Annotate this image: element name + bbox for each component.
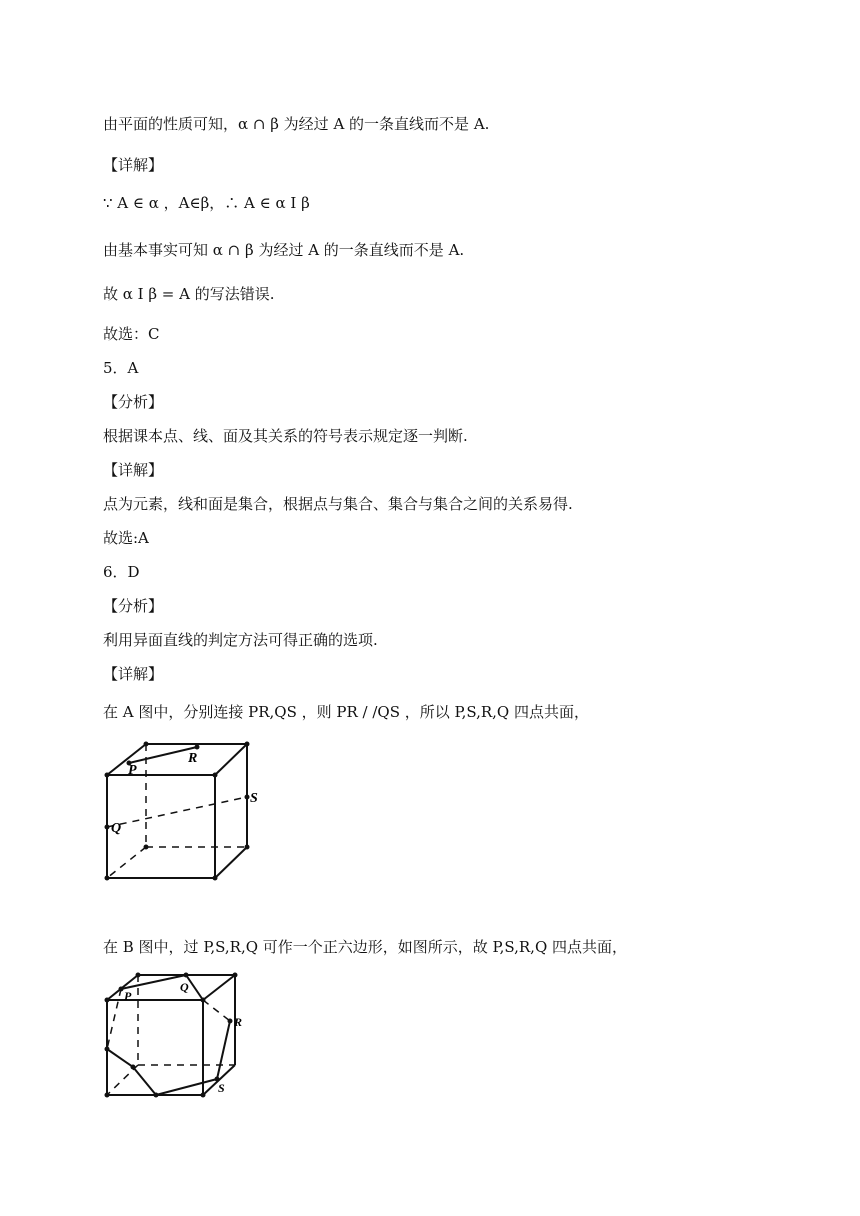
label-p: P (124, 989, 132, 1003)
label-r: R (234, 1015, 243, 1029)
section-xiangjie-6: 【详解】 (103, 665, 164, 683)
line-9: 根据课本点、线、面及其关系的符号表示规定逐一判断. (103, 427, 468, 445)
section-fenxi-5: 【分析】 (103, 393, 164, 411)
cube-figure-b (95, 965, 255, 1105)
section-fenxi-6: 【分析】 (103, 597, 164, 615)
label-s: S (250, 791, 258, 806)
label-r: R (188, 751, 198, 766)
line-18: 在 B 图中，过 P,S,R,Q 可作一个正六边形，如图所示，故 P,S,R,Q 四点共面， (103, 938, 628, 956)
line-1: 由平面的性质可知，α ∩ β 为经过 A 的一条直线而不是 A. (103, 115, 490, 133)
line-4: 由基本事实可知 α ∩ β 为经过 A 的一条直线而不是 A. (103, 241, 465, 259)
line-17: 在 A 图中，分别连接 PR,QS ，则 PR / /QS ，所以 P,S,R,Q 四点共面， (103, 703, 590, 721)
line-5: 故 α Ι β = A 的写法错误. (103, 285, 275, 303)
section-xiangjie-5: 【详解】 (103, 461, 164, 479)
section-xiangjie-1: 【详解】 (103, 156, 164, 174)
answer-c: 故选：C (103, 325, 160, 343)
cube-figure-a (95, 735, 275, 890)
line-3: ∵ A ∈ α ，A∈β，∴ A ∈ α Ι β (103, 194, 310, 212)
line-15: 利用异面直线的判定方法可得正确的选项. (103, 631, 378, 649)
label-q: Q (180, 980, 189, 994)
answer-a: 故选:A (103, 529, 149, 547)
q6-answer: 6．D (103, 563, 140, 581)
label-q: Q (111, 821, 122, 836)
label-p: P (128, 763, 137, 778)
line-11: 点为元素，线和面是集合，根据点与集合、集合与集合之间的关系易得. (103, 495, 573, 513)
q5-answer: 5．A (103, 359, 139, 377)
label-s: S (218, 1081, 225, 1095)
